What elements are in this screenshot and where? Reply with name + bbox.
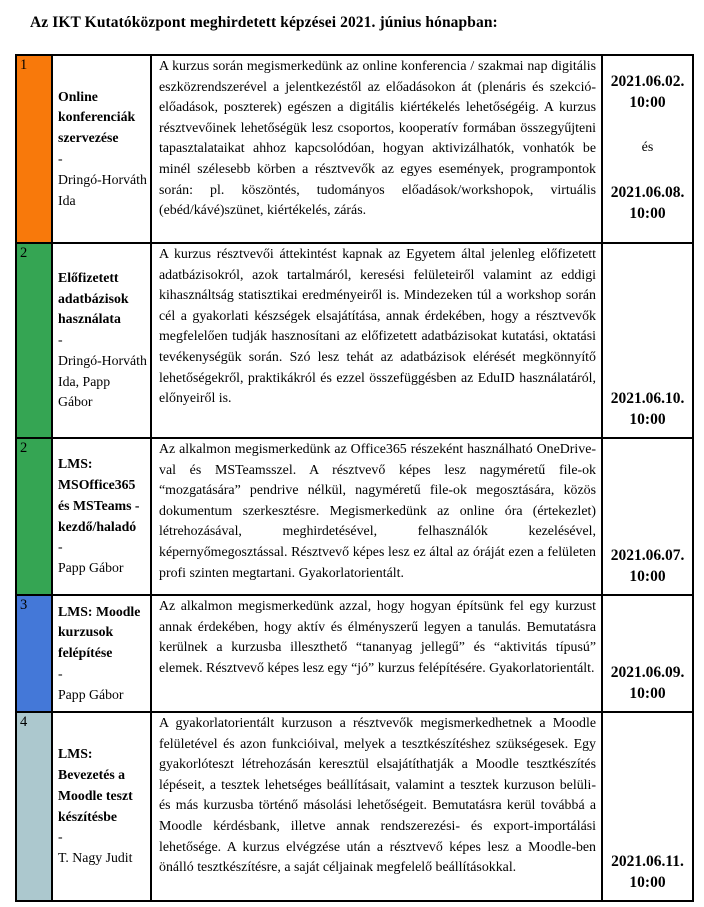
courses-table — [15, 54, 694, 902]
title-dash: - — [58, 332, 63, 348]
course-title: LMS: MSOffice365 és MSTeams - kezdő/haladó — [58, 456, 140, 534]
course-row — [16, 243, 693, 438]
course-row — [16, 438, 693, 595]
course-number-cell — [16, 712, 52, 901]
course-title-cell — [52, 55, 151, 243]
course-number: 2 — [20, 245, 28, 261]
page-heading: Az IKT Kutatóközpont meghirdetett képzései 2021. június hónapban: — [30, 14, 498, 31]
title-dash: - — [58, 151, 63, 166]
course-schedule-cell — [602, 712, 693, 901]
course-time: 10:00 — [629, 93, 666, 111]
course-number: 3 — [20, 597, 28, 613]
course-title: Online konferenciák szervezése — [58, 88, 136, 146]
course-number: 4 — [20, 714, 28, 730]
course-title: LMS: Bevezetés a Moodle teszt készítésbe — [58, 746, 133, 824]
course-description: Az alkalmon megismerkedünk azzal, hogy hogyan építsünk fel egy kurzust annak érdekében, hogy aktív és élményszerű legyen a tanulás. Bemutatásra kerülnek a kurzusba illeszthető “tananyag jellegű” és “aktivitás típusú” elemek. Résztvevő képes lesz egy “jó” kurzus felépítésére. Gyakorlatorientált. — [151, 595, 602, 712]
schedule-conjunction: és — [641, 139, 654, 155]
course-number: 1 — [20, 57, 28, 73]
course-number-cell — [16, 243, 52, 438]
course-number-cell — [16, 595, 52, 712]
course-description: A kurzus résztvevői áttekintést kapnak az Egyetem által jelenleg előfizetett adatbázisokról, azok tartalmáról, keresési felületeiről valamint az eddigi kihasználtság statisztikai eredményeiről is. Mindezeken túl a workshop során cél a gyakorlati készségek elsajátítása, annak érdekében, hogy a résztvevők megfelelően tudják hasznosítani az előfizetett adatbázisokat kutatási, oktatási tevékenységük során. Szó lesz tehát az adatbázisok elérését megkönnyítő lehetőségekről, praktikákról és ezzel összefüggésben az EduID használatáról, előnyeiről is. — [151, 243, 602, 438]
course-instructor: Papp Gábor — [58, 686, 124, 702]
course-schedule-cell — [602, 55, 693, 243]
course-number: 2 — [20, 440, 28, 456]
course-schedule-cell — [602, 243, 693, 438]
course-time: 10:00 — [629, 411, 666, 428]
course-row — [16, 712, 693, 901]
course-title: Előfizetett adatbázisok használata — [58, 269, 129, 327]
course-row — [16, 595, 693, 712]
course-description: Az alkalmon megismerkedünk az Office365 részeként használható OneDrive-val és MSTeamsszel. A résztvevő képes lesz nagyméretű file-ok “mozgatására” pendrive nélkül, nagyméretű file-ok megosztására, közös dokumentum szerkesztésre. Megismerkedünk az online óra (értekezlet) létrehozásával, meghirdetésével, felhasználók kezelésével, képernyőmegosztással. Résztvevő képes lesz ez által az óráját ezen a felületen profi szinten megtartani. Gyakorlatorientált. — [151, 438, 602, 595]
course-title: LMS: Moodle kurzusok felépítése — [58, 603, 141, 661]
course-instructor: Dringó-Horváth Ida — [58, 171, 147, 208]
course-number-cell — [16, 438, 52, 595]
course-description: A kurzus során megismerkedünk az online konferencia / szakmai nap digitális eszközrendszerével a jelentkezéstől az előadásokon át (plenáris és szekció-előadások, poszterek) egészen a digitális kiértékelés lehetőségéig. A kurzus résztvevőinek lehetőségük lesz csoportos, kooperatív formában összegyűjteni tapasztalataikat ahhoz kapcsolódóan, hogyan aktivizálhatók, vonhatók be minél szélesebb körben a résztvevők az egyes események, programpontok során: pl. köszöntés, tudományos előadások/workshopok, virtuális (ebéd/kávé)szünet, kiértékelés, zárás. — [151, 55, 602, 243]
course-date: 2021.06.09. — [610, 664, 685, 681]
course-date: 2021.06.07. — [610, 547, 685, 564]
course-date: 2021.06.02. — [610, 72, 685, 90]
course-time: 10:00 — [629, 874, 666, 891]
course-time: 10:00 — [629, 568, 666, 585]
course-date-2: 2021.06.08. — [610, 183, 685, 201]
title-dash: - — [58, 665, 63, 681]
course-instructor: Papp Gábor — [58, 560, 124, 576]
title-dash: - — [58, 539, 63, 555]
course-row — [16, 55, 693, 243]
course-schedule-cell — [602, 595, 693, 712]
title-dash: - — [58, 829, 63, 845]
course-title-cell — [52, 438, 151, 595]
course-instructor: T. Nagy Judit — [58, 850, 133, 866]
course-title-cell — [52, 243, 151, 438]
course-title-cell — [52, 595, 151, 712]
course-schedule-cell — [602, 438, 693, 595]
course-date: 2021.06.11. — [611, 853, 684, 870]
course-description: A gyakorlatorientált kurzuson a résztvevők megismerkedhetnek a Moodle felületével és azon funkcióival, melyek a tesztkészítéshez szükségesek. Egy gyakorlóteszt létrehozásán keresztül elsajátíthatják a Moodle tesztkészítés lépéseit, a tesztek lehetséges beállításait, valamint a tesztek kurzuson belüli- és más kurzusba történő másolási lehetőségeit. Bemutatásra kerül továbbá a Moodle kérdésbank, illetve annak rendszerezési- és export-importálási lehetősége. A kurzus elvégzése után a résztvevő képes lesz a Moodle-ben önálló tesztkészítésre, a saját céljainak megfelelő beállításokkal. — [151, 712, 602, 901]
course-time-2: 10:00 — [629, 204, 666, 222]
course-number-cell — [16, 55, 52, 243]
course-time: 10:00 — [629, 685, 666, 702]
course-date: 2021.06.10. — [610, 390, 685, 407]
course-title-cell — [52, 712, 151, 901]
course-instructor: Dringó-Horváth Ida, Papp Gábor — [58, 352, 147, 410]
